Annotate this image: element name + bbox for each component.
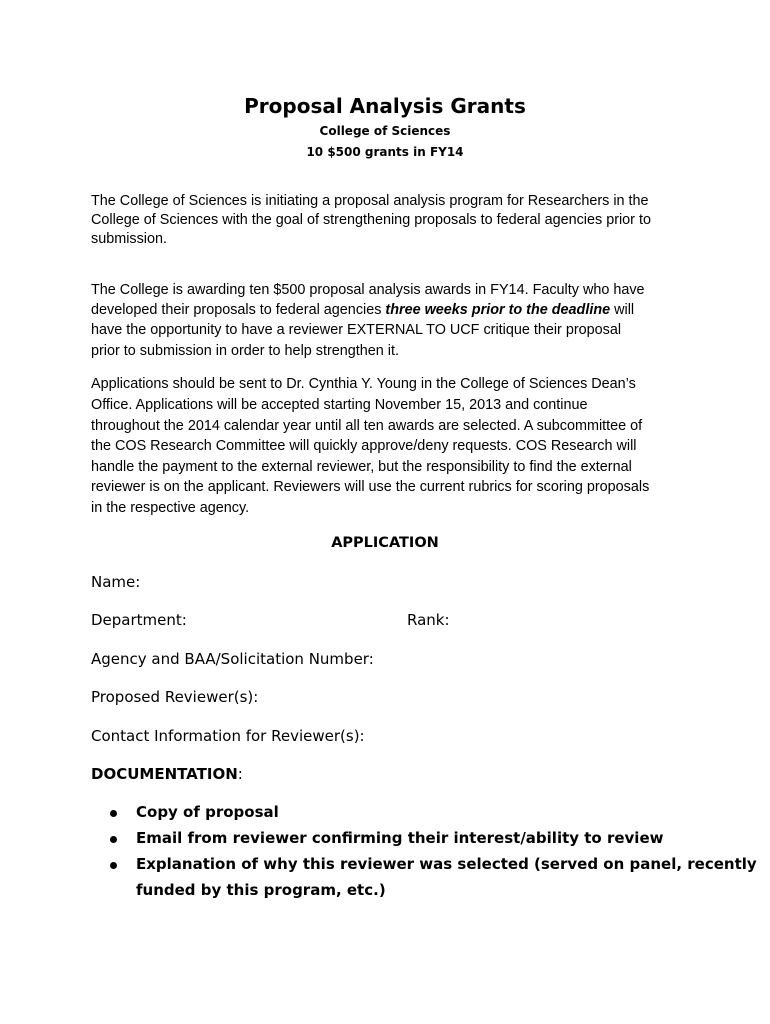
paragraph2-line: have the opportunity to have a reviewer EXTERNAL TO UCF critique their proposal [91, 322, 622, 338]
bullet-icon [110, 836, 117, 843]
paragraph1-line: College of Sciences with the goal of strengthening proposals to federal agencies prior to [91, 212, 651, 228]
paragraph3-line: handle the payment to the external reviewer, but the responsibility to find the external [91, 459, 632, 475]
paragraph3-line: the COS Research Committee will quickly approve/deny requests. COS Research will [91, 438, 637, 454]
paragraph3-line: Office. Applications will be accepted starting November 15, 2013 and continue [91, 397, 588, 413]
contact-info-label: Contact Information for Reviewer(s): [91, 727, 365, 745]
bullet-icon [110, 810, 117, 817]
application-heading: APPLICATION [331, 535, 439, 551]
paragraph2-line: The College is awarding ten $500 proposal analysis awards in FY14. Faculty who have [91, 282, 645, 298]
paragraph2-text: developed their proposals to federal agencies [91, 302, 386, 318]
documentation-item: Email from reviewer confirming their interest/ability to review [136, 829, 664, 847]
documentation-item-continuation: funded by this program, etc.) [136, 881, 386, 899]
rank-field-label: Rank: [407, 611, 450, 629]
proposed-reviewers-label: Proposed Reviewer(s): [91, 688, 259, 706]
paragraph2-line: prior to submission in order to help strengthen it. [91, 343, 399, 359]
paragraph1-line: submission. [91, 231, 167, 247]
bullet-icon [110, 862, 117, 869]
documentation-heading-text: DOCUMENTATION [91, 765, 238, 783]
paragraph3-line: throughout the 2014 calendar year until all ten awards are selected. A subcommittee of [91, 418, 643, 434]
department-field-label: Department: [91, 611, 187, 629]
documentation-item: Copy of proposal [136, 803, 279, 821]
paragraph3-line: reviewer is on the applicant. Reviewers will use the current rubrics for scoring proposals [91, 479, 650, 495]
agency-field-label: Agency and BAA/Solicitation Number: [91, 650, 374, 668]
paragraph2-text: will [610, 302, 635, 318]
deadline-emphasis: three weeks prior to the deadline [385, 302, 611, 318]
documentation-heading-colon: : [237, 765, 243, 783]
name-field-label: Name: [91, 573, 141, 591]
paragraph3-line: in the respective agency. [91, 500, 250, 516]
paragraph2-line [91, 302, 634, 318]
subtitle-grants: 10 $500 grants in FY14 [306, 145, 464, 159]
subtitle-college: College of Sciences [319, 124, 451, 138]
paragraph1-line: The College of Sciences is initiating a proposal analysis program for Researchers in the [91, 193, 649, 209]
documentation-item: Explanation of why this reviewer was selected (served on panel, recently [136, 855, 757, 873]
paragraph3-line: Applications should be sent to Dr. Cynthia Y. Young in the College of Sciences Dean’s [91, 376, 636, 392]
documentation-heading [91, 765, 243, 783]
document-title: Proposal Analysis Grants [244, 94, 526, 118]
